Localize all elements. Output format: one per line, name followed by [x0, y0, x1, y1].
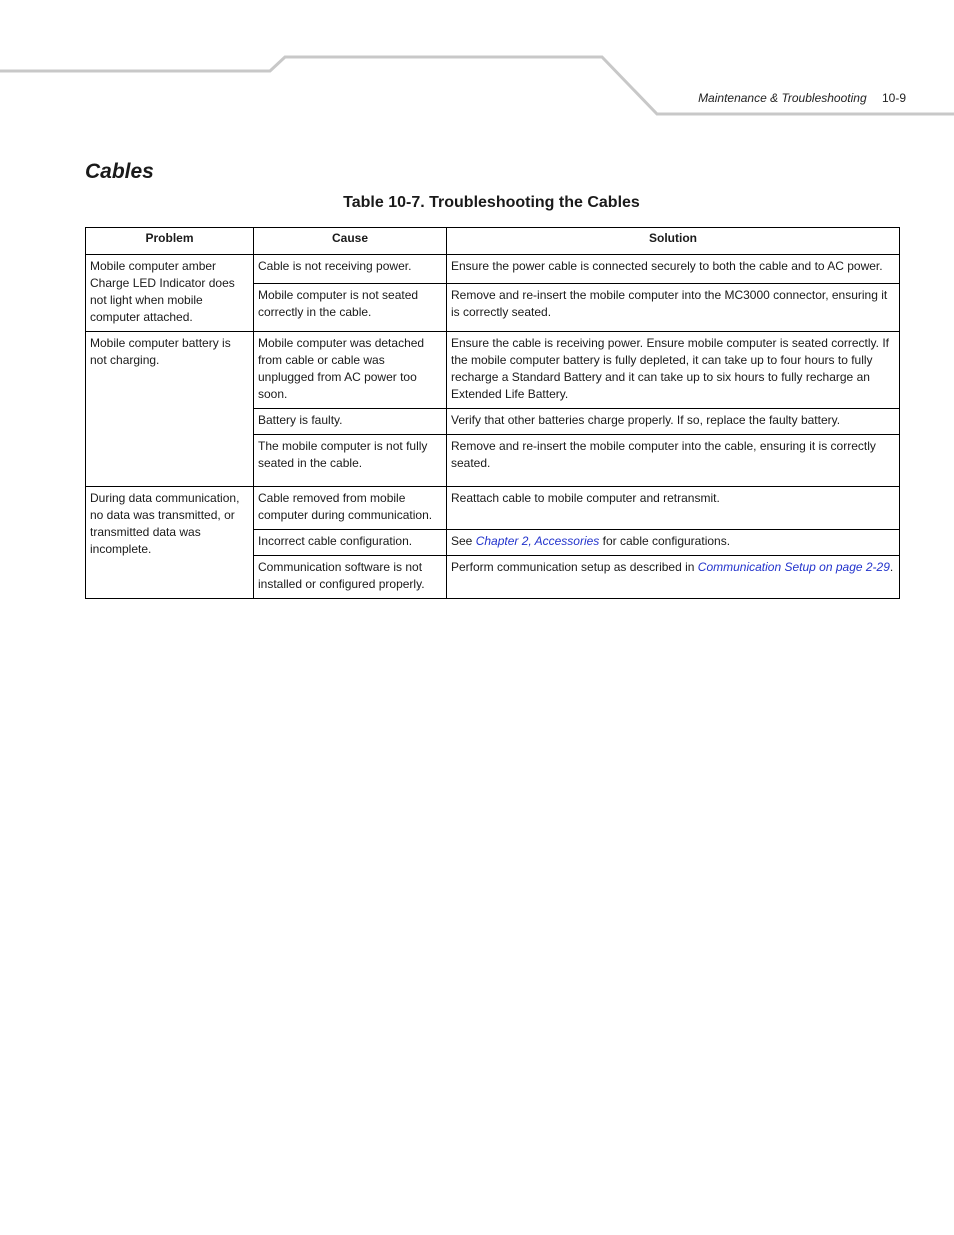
cause-cell: Battery is faulty.	[254, 409, 447, 435]
communication-setup-link[interactable]: Communication Setup on page 2-29	[697, 560, 890, 574]
solution-cell: Remove and re-insert the mobile computer into the cable, ensuring it is correctly seated.	[447, 435, 900, 487]
solution-cell: Ensure the power cable is connected securely to both the cable and to AC power.	[447, 255, 900, 284]
running-header	[698, 91, 906, 105]
column-header-solution: Solution	[447, 228, 900, 255]
cause-cell: Mobile computer is not seated correctly in the cable.	[254, 284, 447, 332]
table-header-row	[86, 228, 900, 255]
cause-cell: Cable is not receiving power.	[254, 255, 447, 284]
problem-cell: Mobile computer battery is not charging.	[86, 332, 254, 487]
problem-cell: During data communication, no data was transmitted, or transmitted data was incomplete.	[86, 487, 254, 599]
header-page-number: 10-9	[881, 91, 906, 105]
cause-cell: Incorrect cable configuration.	[254, 530, 447, 556]
problem-cell: Mobile computer amber Charge LED Indicator does not light when mobile computer attached.	[86, 255, 254, 332]
solution-cell	[447, 530, 900, 556]
table-row	[86, 332, 900, 409]
chapter-accessories-link[interactable]: Chapter 2, Accessories	[475, 534, 600, 548]
solution-text: .	[889, 560, 894, 574]
solution-text: for cable configurations.	[599, 534, 731, 548]
solution-cell: Reattach cable to mobile computer and retransmit.	[447, 487, 900, 530]
table-row	[86, 487, 900, 530]
solution-text: See	[451, 534, 476, 548]
header-section-title: Maintenance & Troubleshooting	[698, 91, 867, 105]
cause-cell: Mobile computer was detached from cable or cable was unplugged from AC power too soon.	[254, 332, 447, 409]
solution-text: Perform communication setup as described in	[451, 560, 698, 574]
solution-cell: Ensure the cable is receiving power. Ensure mobile computer is seated correctly. If the mobile computer battery is fully depleted, it can take up to four hours to fully recharge a Standard Battery and it can take up to six hours to fully recharge an Extended Life Battery.	[447, 332, 900, 409]
cause-cell: The mobile computer is not fully seated in the cable.	[254, 435, 447, 487]
solution-cell: Remove and re-insert the mobile computer into the MC3000 connector, ensuring it is correctly seated.	[447, 284, 900, 332]
column-header-problem: Problem	[86, 228, 254, 255]
cause-cell: Communication software is not installed or configured properly.	[254, 556, 447, 599]
section-title: Cables	[85, 160, 154, 183]
column-header-cause: Cause	[254, 228, 447, 255]
solution-cell	[447, 556, 900, 599]
troubleshooting-table	[85, 227, 900, 599]
cause-cell: Cable removed from mobile computer during communication.	[254, 487, 447, 530]
solution-cell: Verify that other batteries charge properly. If so, replace the faulty battery.	[447, 409, 900, 435]
table-caption: Table 10-7. Troubleshooting the Cables	[343, 194, 640, 211]
table-row	[86, 255, 900, 284]
